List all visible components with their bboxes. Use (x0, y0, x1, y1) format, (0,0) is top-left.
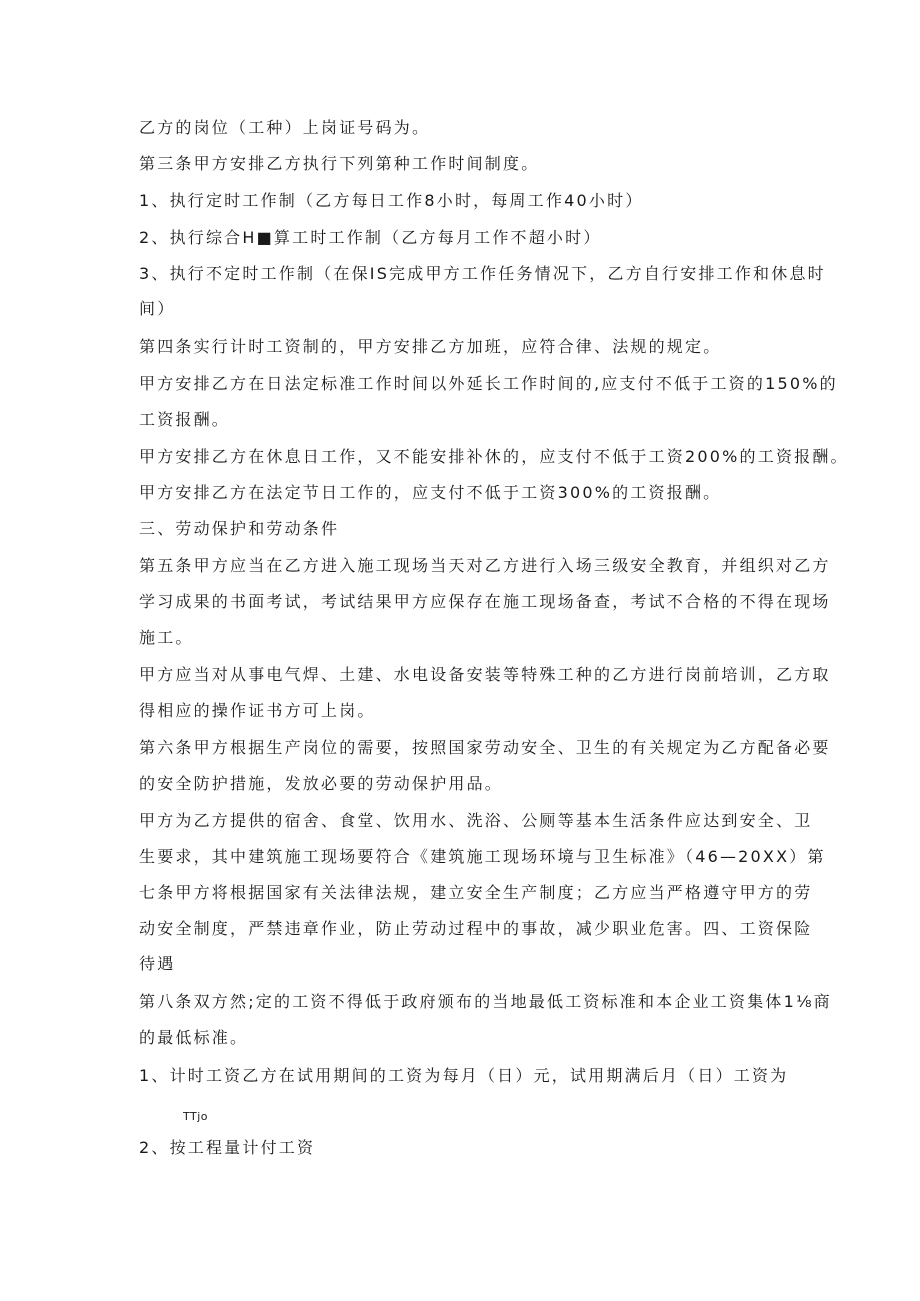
text-line: 甲方安排乙方在法定节日工作的，应支付不低于工资300%的工资报酬。 (139, 483, 722, 502)
text-line: 第六条甲方根据生产岗位的需要，按照国家劳动安全、卫生的有关规定为乙方配备必要 (139, 738, 831, 757)
text-line: 第五条甲方应当在乙方进入施工现场当天对乙方进行入场三级安全教育，并组织对乙方 (139, 556, 831, 575)
text-line: 甲方安排乙方在休息日工作，又不能安排补休的，应支付不低于工资200%的工资报酬。 (139, 447, 849, 466)
text-line: 工资报酬。 (139, 410, 231, 429)
text-line: 动安全制度，严禁违章作业，防止劳动过程中的事故，减少职业危害。四、工资保险 (139, 919, 813, 938)
text-line: 生要求，其中建筑施工现场要符合《建筑施工现场环境与卫生标准》（46—20XX）第 (139, 847, 826, 866)
section-heading: 三、劳动保护和劳动条件 (139, 519, 340, 538)
text-line: 学习成果的书面考试，考试结果甲方应保存在施工现场备查，考试不合格的不得在现场 (139, 592, 831, 611)
text-line: 施工。 (139, 628, 194, 647)
text-line: 甲方安排乙方在日法定标准工作时间以外延长工作时间的,应支付不低于工资的150%的 (139, 374, 838, 393)
text-line: 1、计时工资乙方在试用期间的工资为每月（日）元，试用期满后月（日）工资为 (139, 1066, 789, 1085)
text-line: 间） (139, 299, 176, 318)
text-line: 1、执行定时工作制（乙方每日工作8小时，每周工作40小时） (139, 191, 644, 210)
text-line: 乙方的岗位（工种）上岗证号码为。 (139, 118, 431, 137)
text-line: 第四条实行计时工资制的，甲方安排乙方加班，应符合律、法规的规定。 (139, 337, 722, 356)
text-line: 2、按工程量计付工资 (139, 1138, 316, 1157)
text-line: 3、执行不定时工作制（在保IS完成甲方工作任务情况下，乙方自行安排工作和休息时 (139, 264, 826, 283)
text-line: 第八条双方然;定的工资不得低于政府颁布的当地最低工资标准和本企业工资集体1⅛商 (139, 992, 832, 1011)
text-line: 的最低标准。 (139, 1028, 249, 1047)
text-line: 七条甲方将根据国家有关法律法规，建立安全生产制度；乙方应当严格遵守甲方的劳 (139, 883, 813, 902)
text-line: 甲方应当对从事电气焊、土建、水电设备安装等特殊工种的乙方进行岗前培训，乙方取 (139, 665, 831, 684)
text-line: 2、执行综合H■算工时工作制（乙方每月工作不超小时） (139, 228, 602, 247)
text-line: 甲方为乙方提供的宿舍、食堂、饮用水、洗浴、公厕等基本生活条件应达到安全、卫 (139, 811, 813, 830)
text-line: 的安全防护措施，发放必要的劳动保护用品。 (139, 774, 504, 793)
text-line: 得相应的操作证书方可上岗。 (139, 701, 376, 720)
text-line: 待遇 (139, 954, 176, 973)
text-line: 第三条甲方安排乙方执行下列第种工作时间制度。 (139, 154, 540, 173)
text-fragment: TTjo (183, 1110, 209, 1123)
